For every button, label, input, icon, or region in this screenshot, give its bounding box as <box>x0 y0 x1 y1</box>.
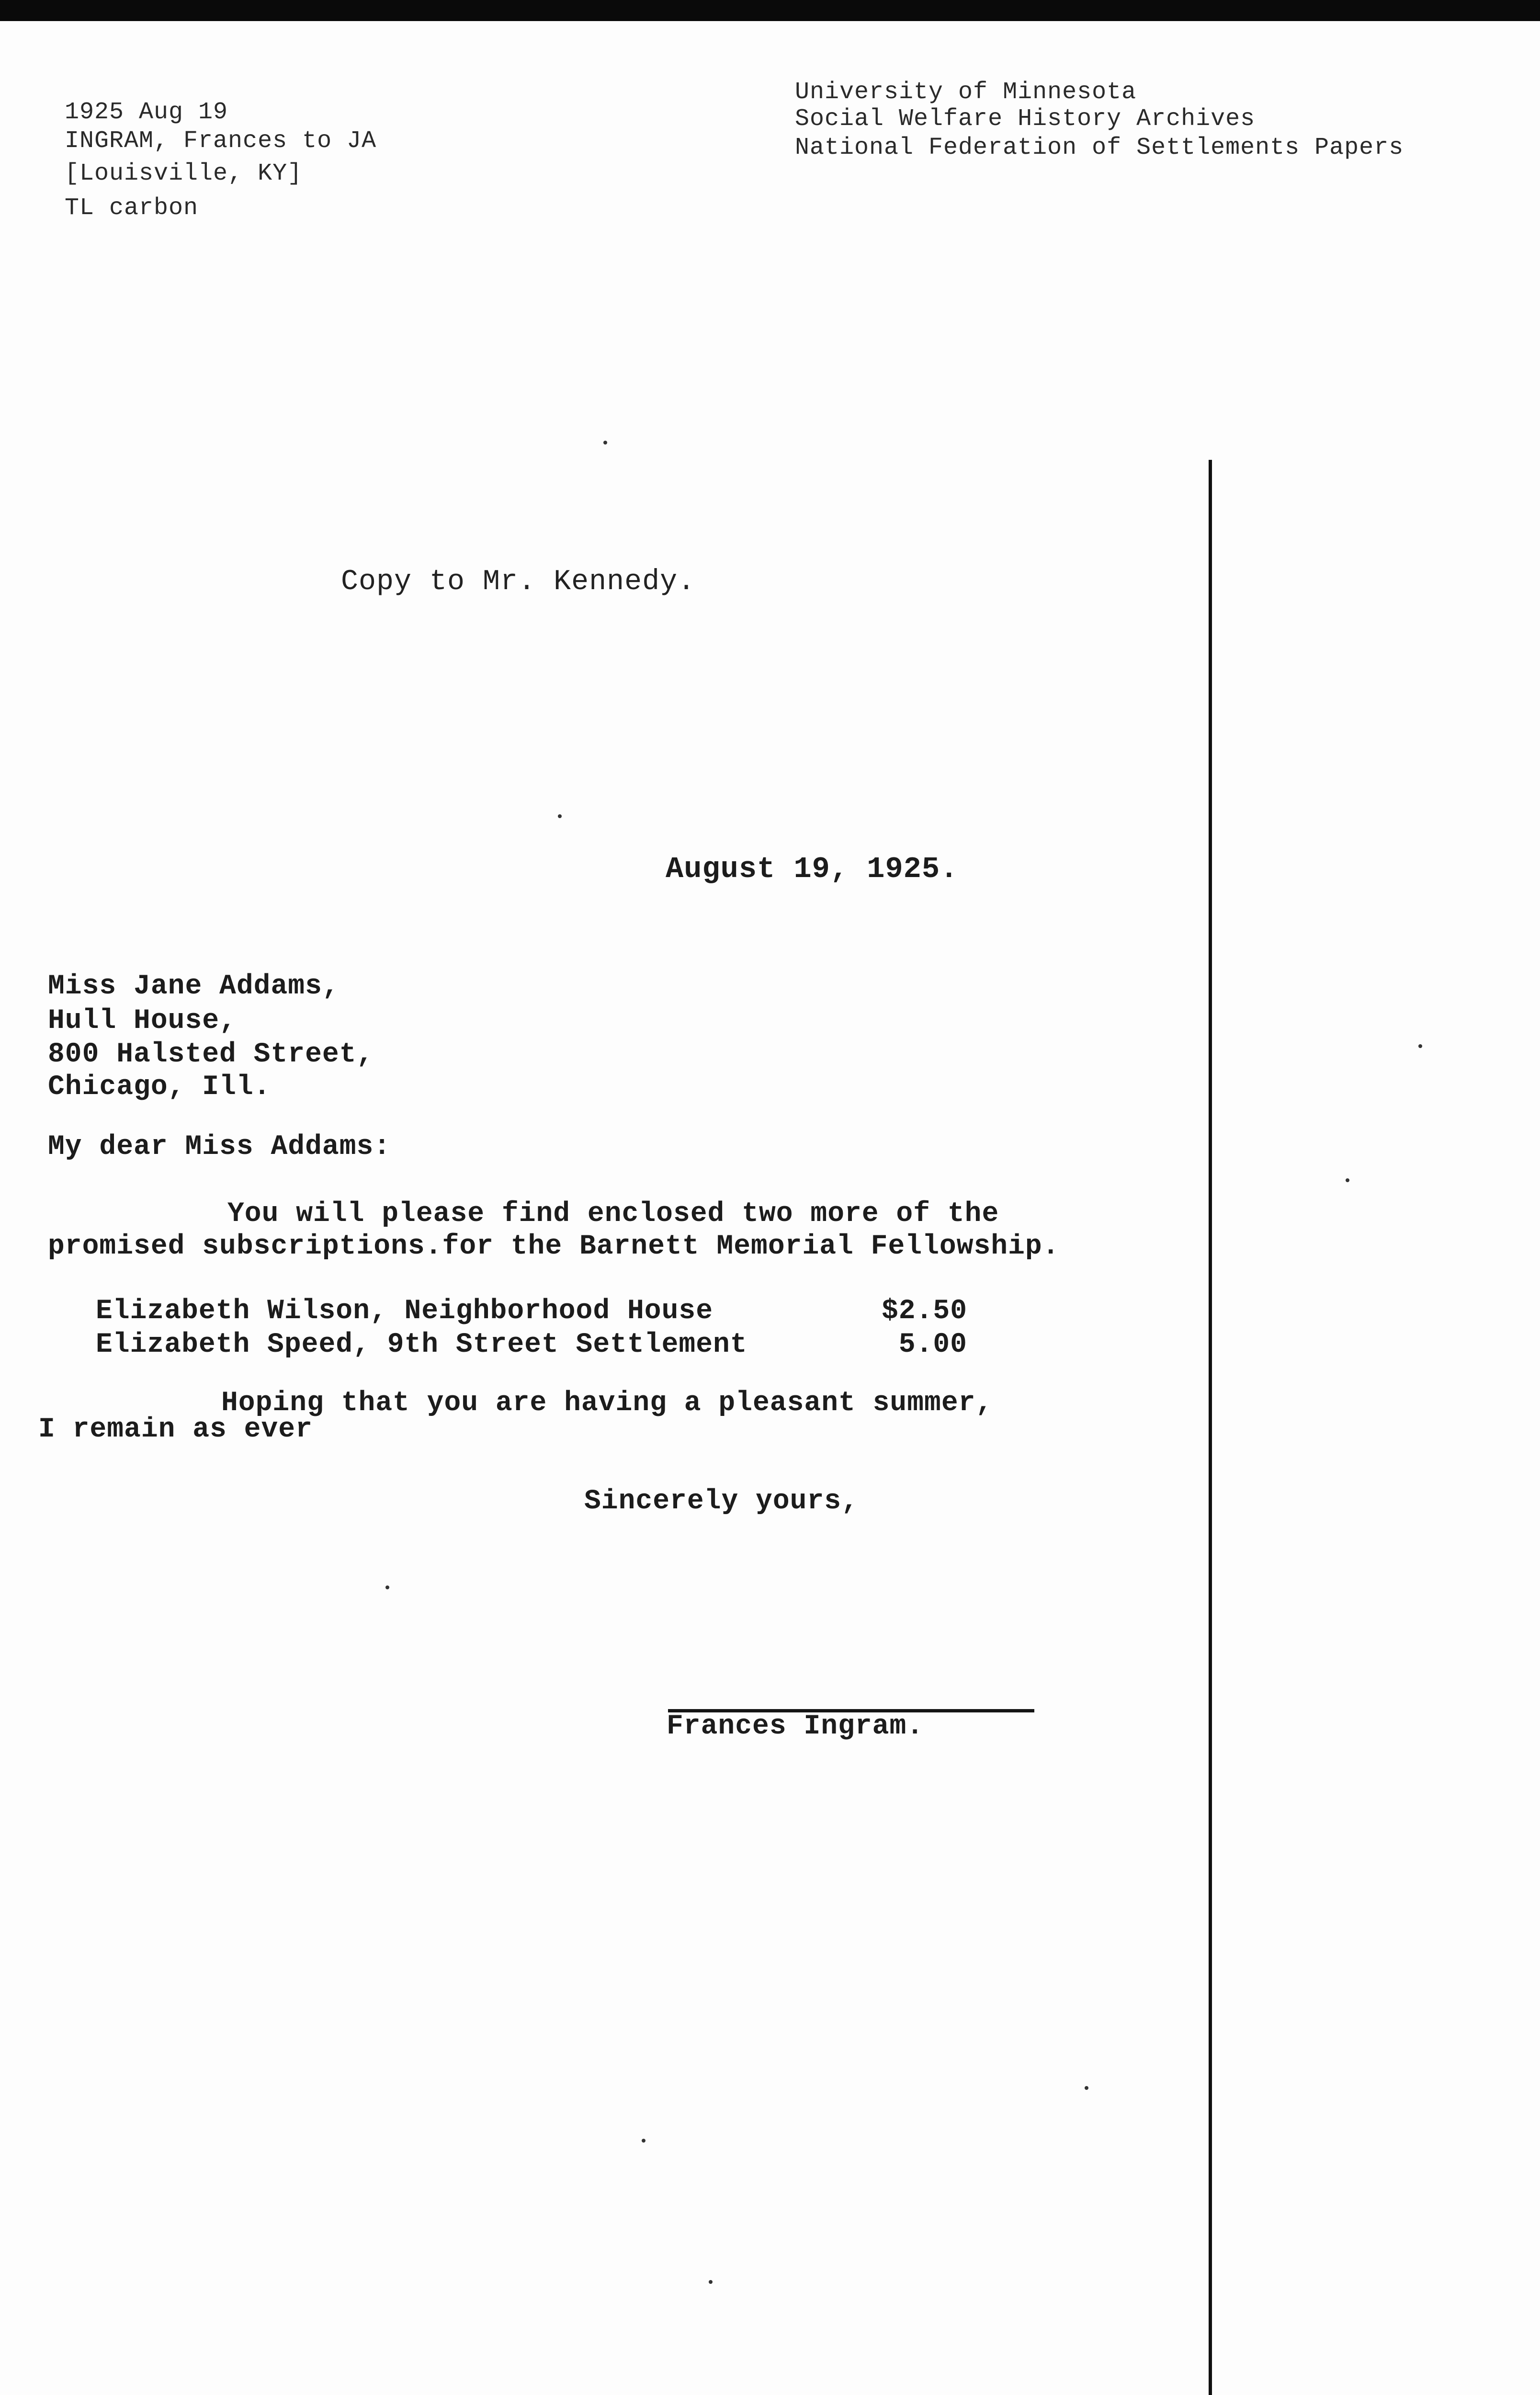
catalog-location: [Louisville, KY] <box>65 160 303 187</box>
scan-speck <box>558 814 562 818</box>
scan-speck <box>385 1585 389 1589</box>
paragraph-line-2: promised subscriptions.for the Barnett Memorial Fellowship. <box>48 1231 1060 1262</box>
scan-speck <box>1418 1044 1422 1048</box>
scan-speck <box>1085 2086 1088 2090</box>
subscriber-name: Elizabeth Wilson, Neighborhood House <box>96 1296 713 1327</box>
catalog-format: TL carbon <box>65 194 199 222</box>
scan-speck <box>603 441 607 445</box>
catalog-correspondents: INGRAM, Frances to JA <box>65 127 377 155</box>
scan-top-border <box>0 0 1540 21</box>
subscription-amount: $2.50 <box>881 1296 967 1327</box>
archive-department: Social Welfare History Archives <box>795 105 1256 133</box>
paragraph-line-1: You will please find enclosed two more of the <box>227 1198 999 1230</box>
complimentary-close: Sincerely yours, <box>584 1486 859 1517</box>
salutation: My dear Miss Addams: <box>48 1131 391 1163</box>
closing-line-2: I remain as ever <box>38 1414 313 1445</box>
recipient-city: Chicago, Ill. <box>48 1072 271 1103</box>
signature: Frances Ingram. <box>667 1711 924 1742</box>
recipient-street: 800 Halsted Street, <box>48 1039 374 1070</box>
closing-line-1: Hoping that you are having a pleasant summer, <box>221 1388 993 1419</box>
subscriber-name: Elizabeth Speed, 9th Street Settlement <box>96 1329 747 1360</box>
copy-note: Copy to Mr. Kennedy. <box>341 566 696 598</box>
catalog-date: 1925 Aug 19 <box>65 99 228 126</box>
recipient-house: Hull House, <box>48 1005 237 1037</box>
page-edge-rule <box>1209 460 1212 2395</box>
scan-speck <box>642 2139 645 2143</box>
scan-speck <box>709 2280 713 2284</box>
recipient-name: Miss Jane Addams, <box>48 971 340 1002</box>
archive-collection: National Federation of Settlements Papers <box>795 134 1404 161</box>
archive-institution: University of Minnesota <box>795 79 1137 106</box>
scan-speck <box>1346 1178 1349 1182</box>
subscription-amount: 5.00 <box>898 1329 967 1360</box>
letter-date: August 19, 1925. <box>666 852 959 886</box>
